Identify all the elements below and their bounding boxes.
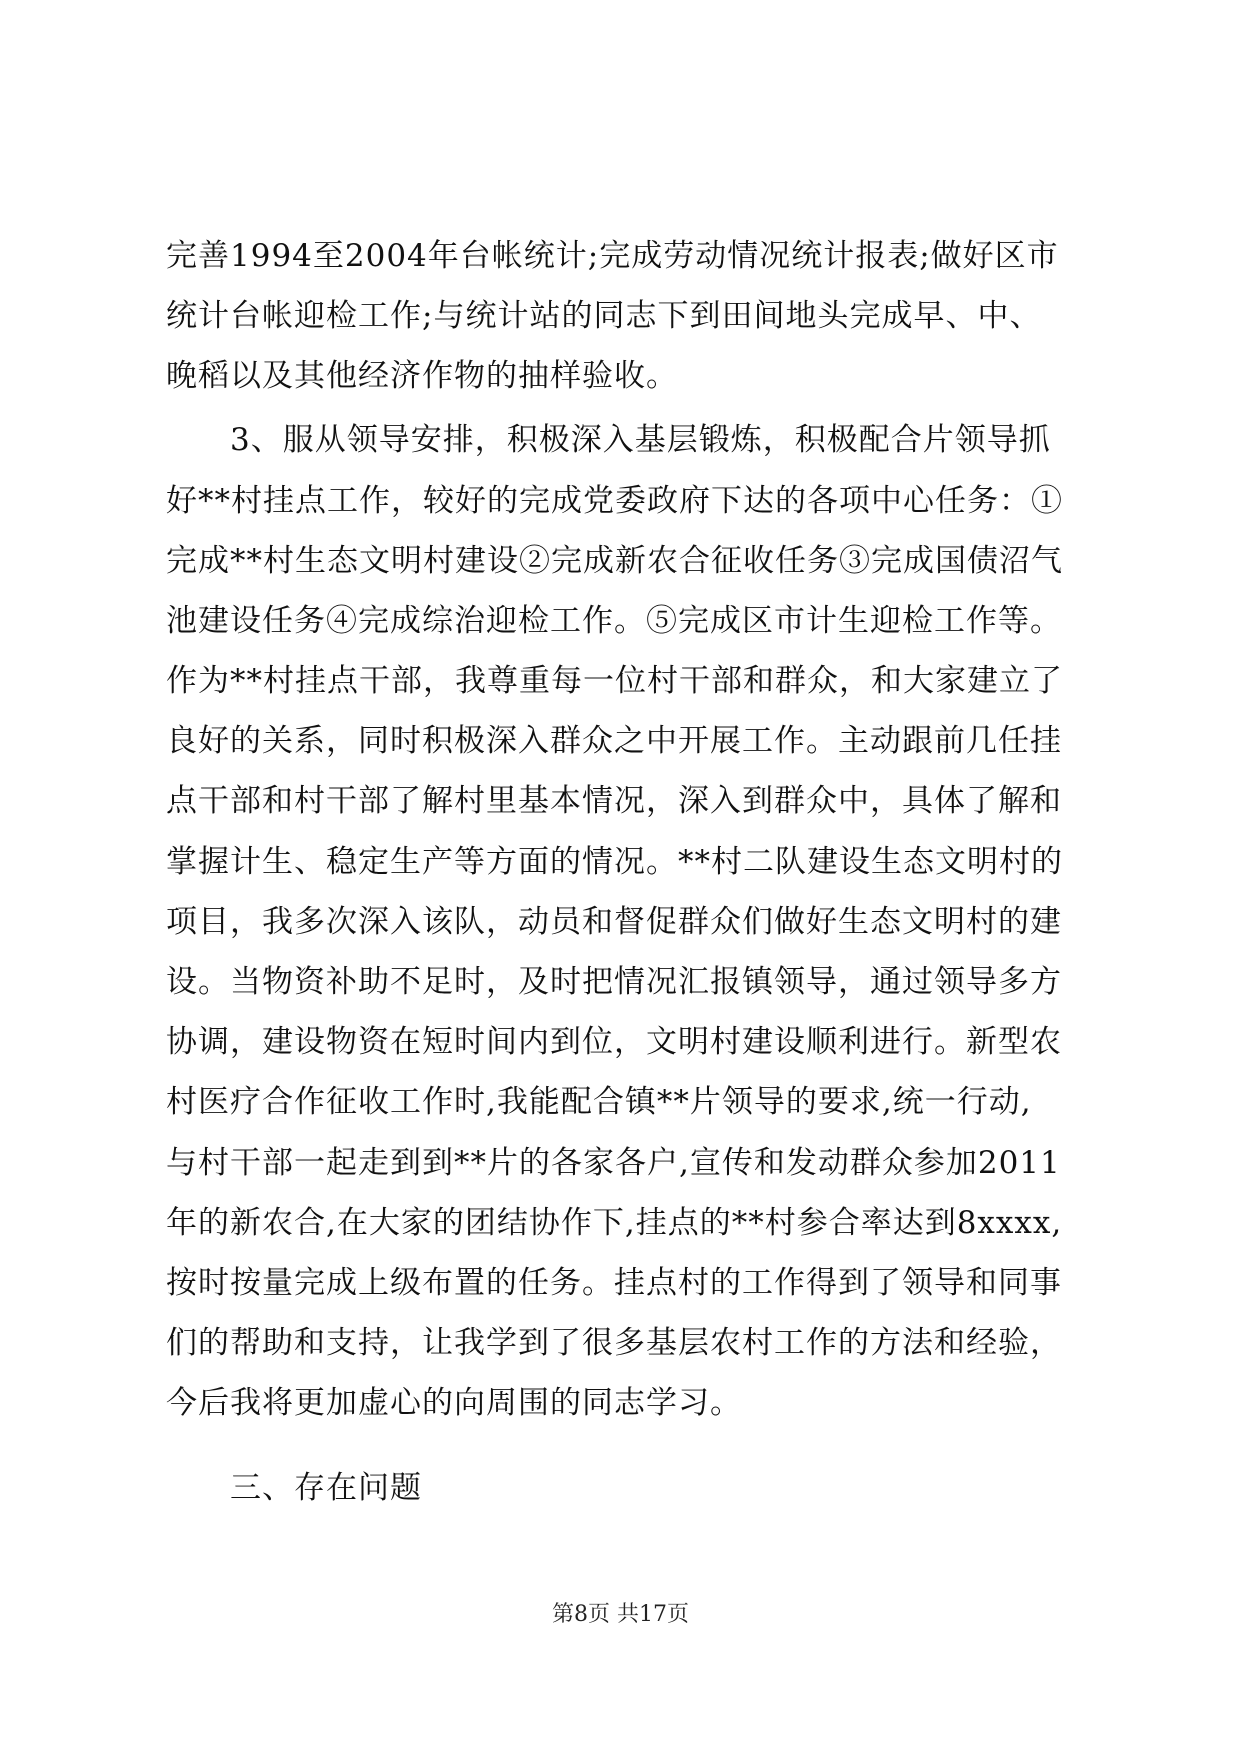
body-text-line: 晚稻以及其他经济作物的抽样验收。 — [166, 358, 678, 394]
body-text-line: 完善1994至2004年台帐统计;完成劳动情况统计报表;做好区市 — [166, 238, 1059, 274]
body-text-line: 池建设任务④完成综治迎检工作。⑤完成区市计生迎检工作等。 — [166, 603, 1062, 639]
page-number-footer: 第8页 共17页 — [552, 1602, 689, 1627]
body-text-line: 完成**村生态文明村建设②完成新农合征收任务③完成国债沼气 — [166, 543, 1063, 579]
body-text-line: 良好的关系，同时积极深入群众之中开展工作。主动跟前几任挂 — [166, 723, 1062, 759]
body-text-line: 年的新农合,在大家的团结协作下,挂点的**村参合率达到8xxxx, — [166, 1205, 1063, 1241]
body-text-line: 今后我将更加虚心的向周围的同志学习。 — [166, 1385, 742, 1421]
body-text-line: 作为**村挂点干部，我尊重每一位村干部和群众，和大家建立了 — [166, 663, 1063, 699]
body-text-line: 3、服从领导安排，积极深入基层锻炼，积极配合片领导抓 — [230, 422, 1051, 458]
body-text-line: 与村干部一起走到到**片的各家各户,宣传和发动群众参加2011 — [166, 1145, 1061, 1181]
body-text-line: 项目，我多次深入该队，动员和督促群众们做好生态文明村的建 — [166, 904, 1062, 940]
body-text-line: 点干部和村干部了解村里基本情况，深入到群众中，具体了解和 — [166, 783, 1062, 819]
body-text-line: 掌握计生、稳定生产等方面的情况。**村二队建设生态文明村的 — [166, 844, 1063, 880]
section-heading: 三、存在问题 — [230, 1470, 422, 1506]
body-text-line: 协调，建设物资在短时间内到位，文明村建设顺利进行。新型农 — [166, 1024, 1062, 1060]
body-text-line: 按时按量完成上级布置的任务。挂点村的工作得到了领导和同事 — [166, 1265, 1062, 1301]
body-text-line: 设。当物资补助不足时，及时把情况汇报镇领导，通过领导多方 — [166, 964, 1062, 1000]
body-text-line: 们的帮助和支持，让我学到了很多基层农村工作的方法和经验， — [166, 1325, 1062, 1361]
body-text-line: 村医疗合作征收工作时,我能配合镇**片领导的要求,统一行动, — [166, 1084, 1032, 1120]
body-text-line: 好**村挂点工作，较好的完成党委政府下达的各项中心任务：① — [166, 483, 1063, 519]
body-text-line: 统计台帐迎检工作;与统计站的同志下到田间地头完成早、中、 — [166, 298, 1042, 334]
